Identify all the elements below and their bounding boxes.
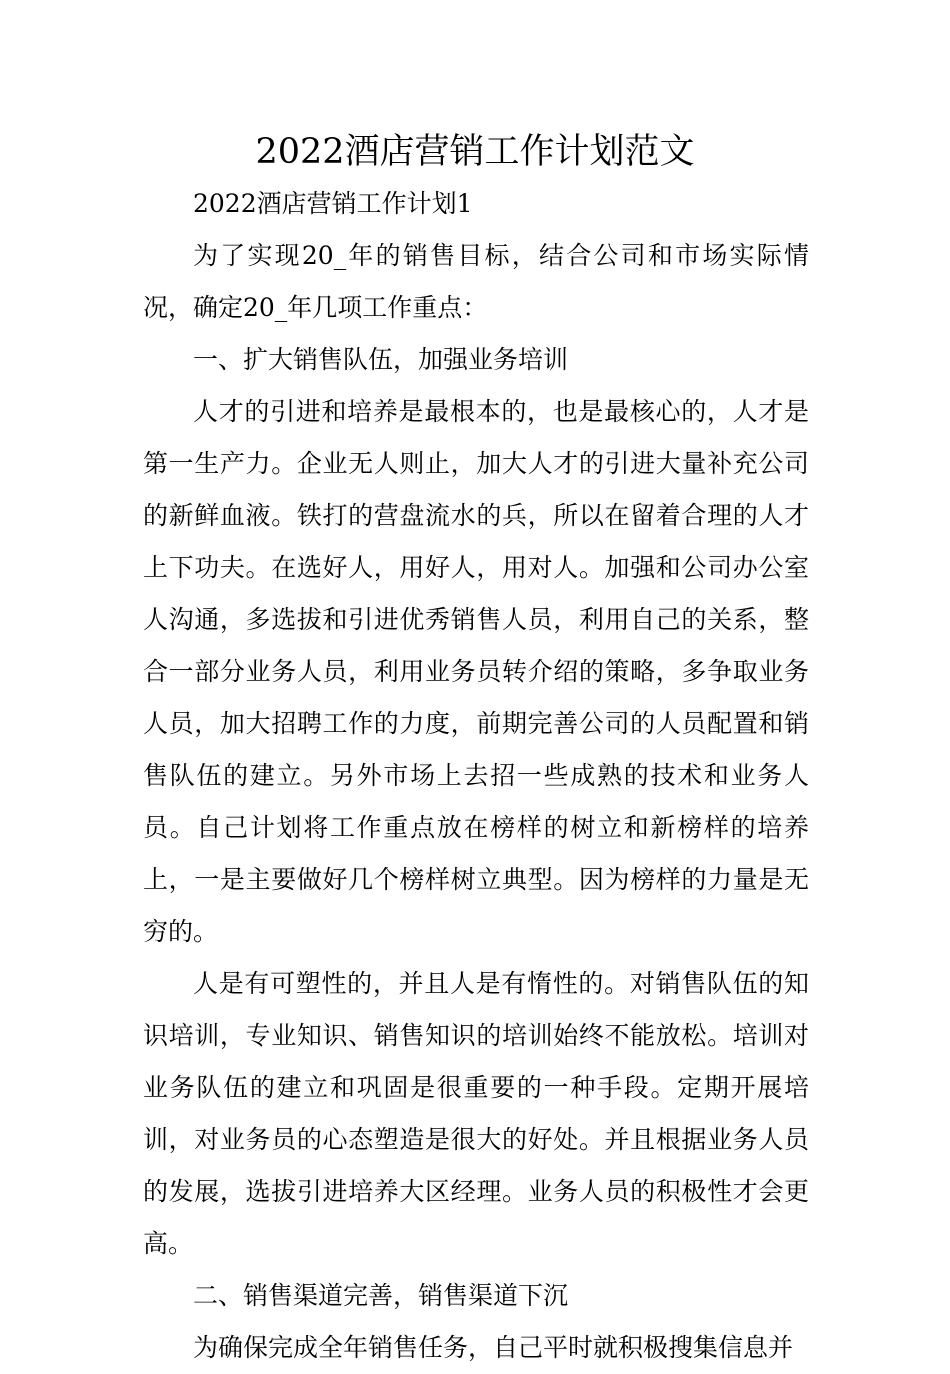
section-heading-1: 一、扩大销售队伍，加强业务培训 xyxy=(193,345,569,374)
plan-subtitle: 2022酒店营销工作计划1 xyxy=(193,189,473,218)
intro-paragraph: 为了实现20_年的销售目标，结合公司和市场实际情况，确定20_年几项工作重点： xyxy=(143,241,809,322)
paragraph-channels: 为确保完成全年销售任务，自己平时就积极搜集信息并 xyxy=(193,1333,794,1362)
paragraph-training: 人是有可塑性的，并且人是有惰性的。对销售队伍的知识培训，专业知识、销售知识的培训始终不能放松。培训对业务队伍的建立和巩固是很重要的一种手段。定期开展培训，对业务员的心态塑造是很大的好处。并且根据业务人员的发展，选拔引进培养大区经理。业务人员的积极性才会更高。 xyxy=(143,969,809,1258)
section-heading-2: 二、销售渠道完善，销售渠道下沉 xyxy=(193,1281,569,1310)
document-title: 2022酒店营销工作计划范文 xyxy=(255,132,695,172)
document-body xyxy=(143,178,809,1374)
paragraph-talent: 人才的引进和培养是最根本的，也是最核心的，人才是第一生产力。企业无人则止，加大人才的引进大量补充公司的新鲜血液。铁打的营盘流水的兵，所以在留着合理的人才上下功夫。在选好人，用好人，用对人。加强和公司办公室人沟通，多选拔和引进优秀销售人员，利用自己的关系，整合一部分业务人员，利用业务员转介绍的策略，多争取业务人员，加大招聘工作的力度，前期完善公司的人员配置和销售队伍的建立。另外市场上去招一些成熟的技术和业务人员。自己计划将工作重点放在榜样的树立和新榜样的培养上，一是主要做好几个榜样树立典型。因为榜样的力量是无穷的。 xyxy=(143,397,809,946)
